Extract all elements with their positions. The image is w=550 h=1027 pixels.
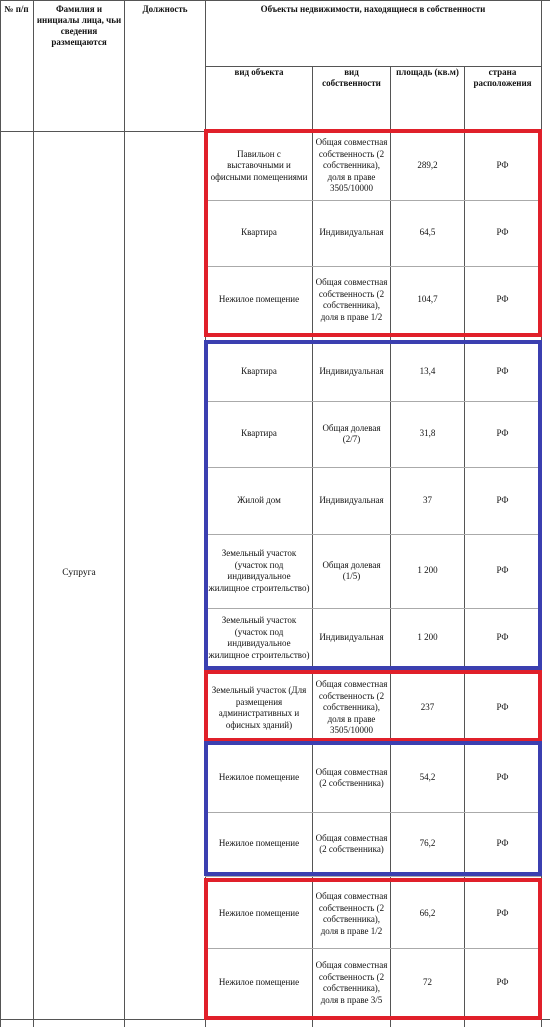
grid-line-horizontal <box>205 880 541 881</box>
cell-ownership-type: Индивидуальная <box>319 494 384 505</box>
cell-area: 31,8 <box>419 428 436 439</box>
cell-object-type: Квартира <box>241 365 277 376</box>
header-ownership-type: вид собственности <box>322 67 381 88</box>
grid-line-horizontal <box>205 334 541 335</box>
cell-ownership-type: Общая долевая (2/7) <box>322 422 381 444</box>
grid-line-vertical <box>205 0 206 1027</box>
grid-line-vertical <box>464 66 465 1027</box>
cell-object-type: Нежилое помещение <box>218 772 300 783</box>
header-position: Должность <box>142 4 188 14</box>
cell-country: РФ <box>496 565 509 576</box>
grid-line-vertical <box>390 66 391 1027</box>
header-country: страна расположения <box>473 67 532 88</box>
cell-ownership-type: Общая совместная собственность (2 собственника), доля в праве 1/2 <box>315 891 388 936</box>
cell-object-type: Нежилое помещение <box>218 977 300 988</box>
cell-ownership-type: Общая долевая (1/5) <box>322 559 381 581</box>
grid-line-horizontal <box>205 672 541 673</box>
grid-line-horizontal <box>205 876 541 877</box>
cell-ownership-type: Индивидуальная <box>319 227 384 238</box>
cell-ownership-type: Общая совместная собственность (2 собственника), доля в праве 1/2 <box>315 277 388 322</box>
grid-line-vertical <box>124 0 125 1027</box>
cell-object-type: Земельный участок (участок под индивидуальное жилищное строительство) <box>208 548 310 593</box>
grid-line-horizontal <box>205 200 541 201</box>
cell-object-type: Нежилое помещение <box>218 908 300 919</box>
cell-area: 1 200 <box>417 632 438 643</box>
grid-line-horizontal <box>205 534 541 535</box>
grid-line-horizontal <box>0 131 541 132</box>
grid-line-vertical <box>33 0 34 1027</box>
cell-object-type: Нежилое помещение <box>218 838 300 849</box>
cell-object-type: Земельный участок (участок под индивидуальное жилищное строительство) <box>208 615 310 660</box>
cell-country: РФ <box>496 702 509 713</box>
grid-line-horizontal <box>205 467 541 468</box>
grid-line-horizontal <box>0 0 550 1</box>
cell-object-type: Квартира <box>241 227 277 238</box>
cell-country: РФ <box>496 838 509 849</box>
cell-country: РФ <box>496 227 509 238</box>
header-num: № п/п <box>4 4 29 14</box>
cell-area: 54,2 <box>419 772 436 783</box>
grid-line-horizontal <box>205 744 541 745</box>
cell-area: 104,7 <box>417 294 438 305</box>
cell-ownership-type: Общая совместная собственность (2 собственника), доля в праве 3505/10000 <box>315 137 388 194</box>
header-name: Фамилия и инициалы лица, чьи сведения размещаются <box>36 4 122 47</box>
grid-line-horizontal <box>205 266 541 267</box>
cell-ownership-type: Общая совместная (2 собственника) <box>315 766 388 788</box>
cell-object-type: Павильон с выставочными и офисными помещениями <box>210 148 308 182</box>
cell-country: РФ <box>496 365 509 376</box>
cell-ownership-type: Общая совместная собственность (2 собственника), доля в праве 3/5 <box>315 960 388 1005</box>
cell-area: 237 <box>420 702 435 713</box>
cell-object-type: Жилой дом <box>237 494 281 505</box>
cell-ownership-type: Общая совместная собственность (2 собственника), доля в праве 3505/10000 <box>315 679 388 736</box>
cell-area: 66,2 <box>419 908 436 919</box>
cell-country: РФ <box>496 772 509 783</box>
cell-country: РФ <box>496 294 509 305</box>
grid-line-vertical <box>0 0 1 1027</box>
cell-country: РФ <box>496 160 509 171</box>
grid-line-vertical <box>312 66 313 1027</box>
cell-area: 72 <box>423 977 432 988</box>
cell-area: 37 <box>423 494 432 505</box>
cell-area: 1 200 <box>417 565 438 576</box>
cell-ownership-type: Индивидуальная <box>319 365 384 376</box>
cell-area: 289,2 <box>417 160 438 171</box>
cell-country: РФ <box>496 908 509 919</box>
cell-object-type: Нежилое помещение <box>218 294 300 305</box>
grid-line-horizontal <box>0 1019 550 1020</box>
cell-country: РФ <box>496 632 509 643</box>
cell-area: 13,4 <box>419 365 436 376</box>
cell-area: 64,5 <box>419 227 436 238</box>
cell-ownership-type: Общая совместная (2 собственника) <box>315 832 388 854</box>
grid-line-horizontal <box>205 948 541 949</box>
cell-ownership-type: Индивидуальная <box>319 632 384 643</box>
person-name: Супруга <box>62 568 96 579</box>
cell-object-type: Квартира <box>241 428 277 439</box>
cell-object-type: Земельный участок (Для размещения административных и офисных зданий) <box>211 685 307 730</box>
header-owned-objects: Объекты недвижимости, находящиеся в собственности <box>260 4 486 14</box>
grid-line-horizontal <box>205 812 541 813</box>
grid-line-horizontal <box>205 668 541 669</box>
grid-line-horizontal <box>205 401 541 402</box>
cell-country: РФ <box>496 977 509 988</box>
grid-line-horizontal <box>205 66 541 67</box>
header-area: площадь (кв.м) <box>396 67 459 77</box>
cell-country: РФ <box>496 494 509 505</box>
cell-country: РФ <box>496 428 509 439</box>
header-object-type: вид объекта <box>234 67 284 77</box>
grid-line-horizontal <box>205 608 541 609</box>
grid-line-vertical <box>541 0 542 1027</box>
grid-line-horizontal <box>205 342 541 343</box>
cell-area: 76,2 <box>419 838 436 849</box>
